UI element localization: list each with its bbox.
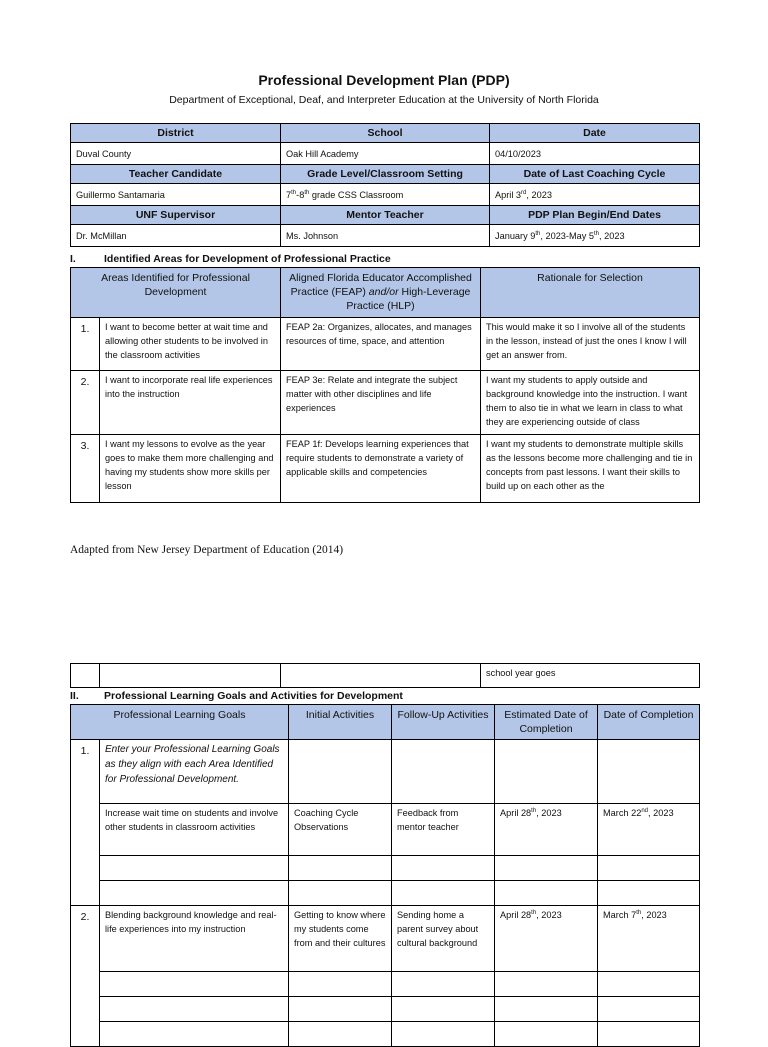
grade-level-value: 7th-8th grade CSS Classroom [281,184,490,206]
section-1-number: I. [70,253,76,265]
section-2-heading [70,690,403,702]
table-row [71,906,700,972]
section-1-heading [70,253,391,265]
mentor-value: Ms. Johnson [281,225,490,247]
followup-activities-header: Follow-Up Activities [392,705,495,740]
supervisor-value: Dr. McMillan [71,225,281,247]
district-value: Duval County [71,143,281,165]
estimated-date-cell: April 28th, 2023 [495,906,598,972]
feap-cell: FEAP 2a: Organizes, allocates, and manages resources of time, space, and attention [281,318,481,371]
last-coaching-header: Date of Last Coaching Cycle [490,165,700,184]
section-2-title: Professional Learning Goals and Activities for Development [104,690,403,702]
completion-date-cell: March 7th, 2023 [598,906,700,972]
teacher-candidate-value: Guillermo Santamaria [71,184,281,206]
areas-header: Areas Identified for Professional Development [71,268,281,318]
goals-table [70,704,700,1047]
district-header: District [71,124,281,143]
areas-table [70,267,700,503]
area-cell: I want to incorporate real life experiences into the instruction [100,371,281,435]
goal-prompt: Enter your Professional Learning Goals as they align with each Area Identified for Professional Development. [100,740,289,804]
date-header: Date [490,124,700,143]
estimated-date-cell: April 28th, 2023 [495,804,598,856]
row-number: 3. [71,435,100,503]
section-2-number: II. [70,690,79,702]
section-1-title: Identified Areas for Development of Professional Practice [104,253,391,265]
goals-header: Professional Learning Goals [71,705,289,740]
plan-dates-value: January 9th, 2023-May 5th, 2023 [490,225,700,247]
initial-activities-header: Initial Activities [289,705,392,740]
date-value: 04/10/2023 [490,143,700,165]
rationale-cell: This would make it so I involve all of the students in the lesson, instead of just the ones I know I will get an answer from. [481,318,700,371]
school-value: Oak Hill Academy [281,143,490,165]
continuation-cell: school year goes [481,664,700,688]
school-header: School [281,124,490,143]
table-row [71,318,700,371]
info-table [70,123,700,247]
adapted-note: Adapted from New Jersey Department of Education (2014) [70,544,344,556]
table-row [71,371,700,435]
feap-header: Aligned Florida Educator Accomplished Practice (FEAP) and/or High-Leverage Practice (HLP) [281,268,481,318]
estimated-date-header: Estimated Date of Completion [495,705,598,740]
last-coaching-value: April 3rd, 2023 [490,184,700,206]
feap-cell: FEAP 1f: Develops learning experiences that require students to demonstrate a variety of applicable skills and competencies [281,435,481,503]
rationale-cell: I want my students to demonstrate multiple skills as the lessons become more challenging and tie in concepts from past lessons. I want their skills to build up on each other as the [481,435,700,503]
area-cell: I want to become better at wait time and allowing other students to be involved in the classroom activities [100,318,281,371]
supervisor-header: UNF Supervisor [71,206,281,225]
rationale-cell: I want my students to apply outside and background knowledge into the instruction. I want them to also tie in what we learn in class to what they are experiencing outside of class [481,371,700,435]
table-row [71,435,700,503]
feap-cell: FEAP 3e: Relate and integrate the subject matter with other disciplines and life experiences [281,371,481,435]
goal-number: 2. [71,906,100,1047]
initial-activity-cell: Coaching Cycle Observations [289,804,392,856]
rationale-header: Rationale for Selection [481,268,700,318]
document-subtitle: Department of Exceptional, Deaf, and Interpreter Education at the University of North Florida [169,94,599,106]
goal-cell: Blending background knowledge and real-life experiences into my instruction [100,906,289,972]
initial-activity-cell: Getting to know where my students come from and their cultures [289,906,392,972]
goal-cell: Increase wait time on students and involve other students in classroom activities [100,804,289,856]
continuation-table [70,663,700,688]
mentor-header: Mentor Teacher [281,206,490,225]
document-title: Professional Development Plan (PDP) [258,72,510,88]
row-number: 2. [71,371,100,435]
row-number: 1. [71,318,100,371]
grade-level-header: Grade Level/Classroom Setting [281,165,490,184]
teacher-candidate-header: Teacher Candidate [71,165,281,184]
plan-dates-header: PDP Plan Begin/End Dates [490,206,700,225]
completion-date-header: Date of Completion [598,705,700,740]
area-cell: I want my lessons to evolve as the year goes to make them more challenging and having my students show more skills per lesson [100,435,281,503]
followup-activity-cell: Sending home a parent survey about cultural background [392,906,495,972]
table-row [71,804,700,856]
completion-date-cell: March 22nd, 2023 [598,804,700,856]
followup-activity-cell: Feedback from mentor teacher [392,804,495,856]
goal-number: 1. [71,740,100,906]
